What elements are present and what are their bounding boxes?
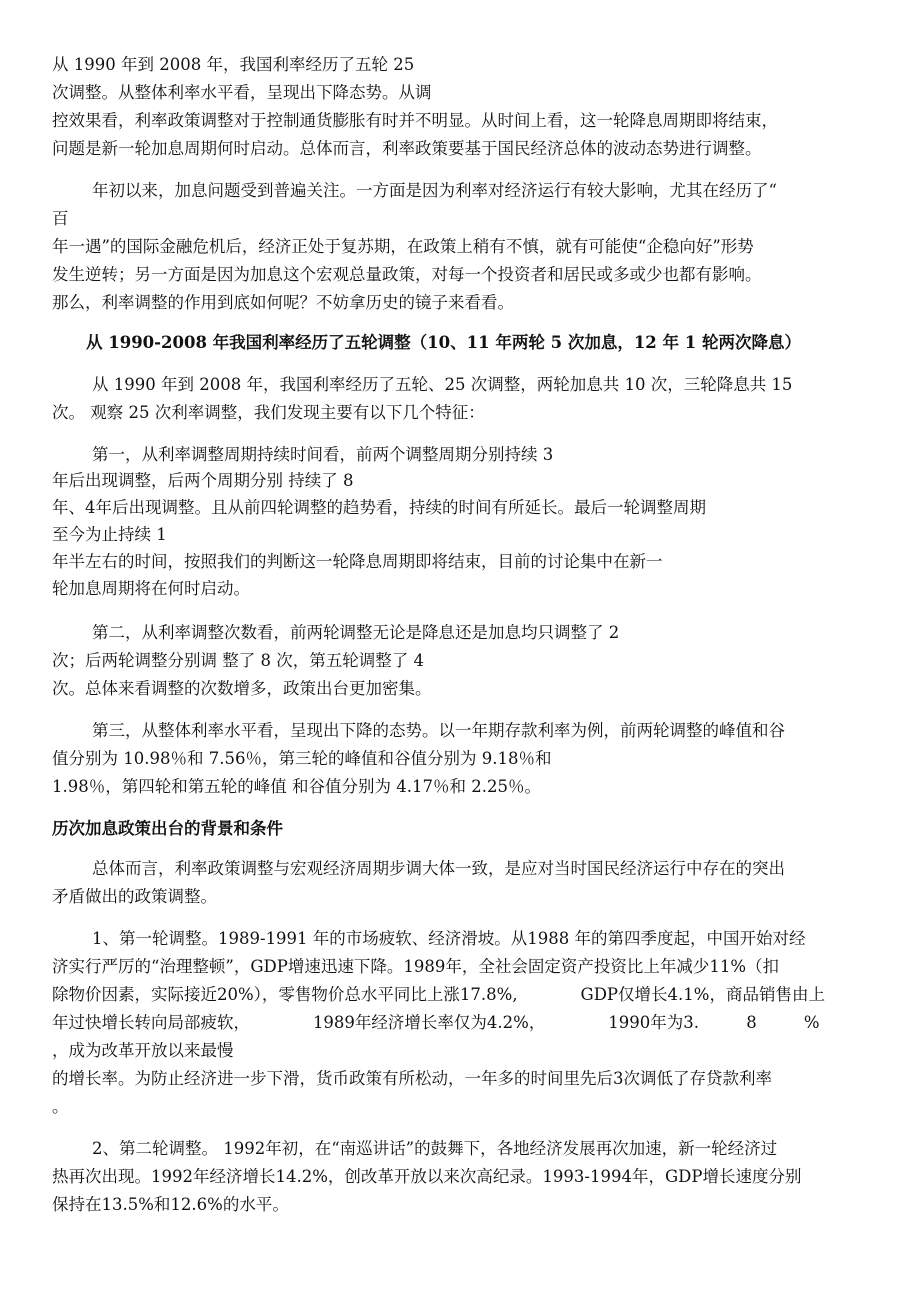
text-line: 第三，从整体利率水平看，呈现出下降的态势。以一年期存款利率为例，前两轮调整的峰值和谷 [92, 721, 785, 740]
text-line: 那么，利率调整的作用到底如何呢？不妨拿历史的镜子来看看。 [52, 293, 514, 312]
text-line: 总体而言，利率政策调整与宏观经济周期步调大体一致，是应对当时国民经济运行中存在的突出 [92, 859, 785, 878]
text-line: 次调整。从整体利率水平看，呈现出下降态势。从调 [52, 83, 432, 102]
text-line: 1.98％，第四轮和第五轮的峰值 和谷值分别为 4.17％和 2.25％。 [52, 777, 541, 796]
text-line: 次。 观察 25 次利率调整，我们发现主要有以下几个特征： [52, 403, 485, 422]
text-line: 年半左右的时间，按照我们的判断这一轮降息周期即将结束，目前的讨论集中在新一 [52, 552, 663, 571]
text-line: 次；后两轮调整分别调 整了 8 次，第五轮调整了 4 [52, 651, 424, 670]
text-line: 次。总体来看调整的次数增多，政策出台更加密集。 [52, 679, 432, 698]
section-heading: 历次加息政策出台的背景和条件 [52, 819, 283, 838]
text-line: 2、第二轮调整。 1992年初，在“南巡讲话”的鼓舞下，各地经济发展再次加速，新一轮经济过 [92, 1139, 778, 1158]
text-line: 年过快增长转向局部疲软， 1989年经济增长率仅为4.2%， 1990年为3. 8 % [52, 1013, 820, 1032]
text-line: 第二，从利率调整次数看，前两轮调整无论是降息还是加息均只调整了 2 [92, 623, 620, 642]
text-line: 值分别为 10.98％和 7.56％，第三轮的峰值和谷值分别为 9.18％和 [52, 749, 552, 768]
text-line: 发生逆转；另一方面是因为加息这个宏观总量政策，对每一个投资者和居民或多或少也都有影响。 [52, 265, 762, 284]
text-line: 至今为止持续 1 [52, 525, 167, 544]
text-line: 1、第一轮调整。1989-1991 年的市场疲软、经济滑坡。从1988 年的第四季度起，中国开始对经 [92, 929, 806, 948]
text-line: 保持在13.5%和12.6%的水平。 [52, 1195, 289, 1214]
text-line: 从 1990 年到 2008 年，我国利率经历了五轮 25 [52, 55, 415, 74]
text-line: 轮加息周期将在何时启动。 [52, 579, 250, 598]
section-heading: 从 1990-2008 年我国利率经历了五轮调整（10、11 年两轮 5 次加息，12 年 1 轮两次降息） [86, 333, 801, 352]
text-line: 年、4年后出现调整。且从前四轮调整的趋势看，持续的时间有所延长。最后一轮调整周期 [52, 498, 706, 517]
text-line: ，成为改革开放以来最慢 [52, 1041, 234, 1060]
text-line: 问题是新一轮加息周期何时启动。总体而言，利率政策要基于国民经济总体的波动态势进行调整。 [52, 139, 762, 158]
text-line: 矛盾做出的政策调整。 [52, 887, 217, 906]
text-line: 。 [52, 1097, 69, 1116]
text-line: 年初以来，加息问题受到普遍关注。一方面是因为利率对经济运行有较大影响，尤其在经历了“ [92, 181, 777, 200]
text-line: 百 [52, 209, 69, 228]
text-line: 济实行严厉的“治理整顿”，GDP增速迅速下降。1989年，全社会固定资产投资比上年减少11%（扣 [52, 957, 780, 976]
text-line: 第一，从利率调整周期持续时间看，前两个调整周期分别持续 3 [92, 445, 554, 464]
text-line: 除物价因素，实际接近20%），零售物价总水平同比上涨17.8%, GDP仅增长4.1%，商品销售由上 [52, 985, 825, 1004]
text-line: 控效果看，利率政策调整对于控制通货膨胀有时并不明显。从时间上看，这一轮降息周期即将结束， [52, 111, 778, 130]
text-line: 热再次出现。1992年经济增长14.2%，创改革开放以来次高纪录。1993-1994年，GDP增长速度分别 [52, 1167, 802, 1186]
text-line: 年后出现调整，后两个周期分别 持续了 8 [52, 471, 354, 490]
text-line: 年一遇”的国际金融危机后，经济正处于复苏期，在政策上稍有不慎，就有可能使“企稳向好”形势 [52, 237, 754, 256]
text-line: 从 1990 年到 2008 年，我国利率经历了五轮、25 次调整，两轮加息共 10 次，三轮降息共 15 [92, 375, 793, 394]
text-line: 的增长率。为防止经济进一步下滑，货币政策有所松动，一年多的时间里先后3次调低了存贷款利率 [52, 1069, 772, 1088]
